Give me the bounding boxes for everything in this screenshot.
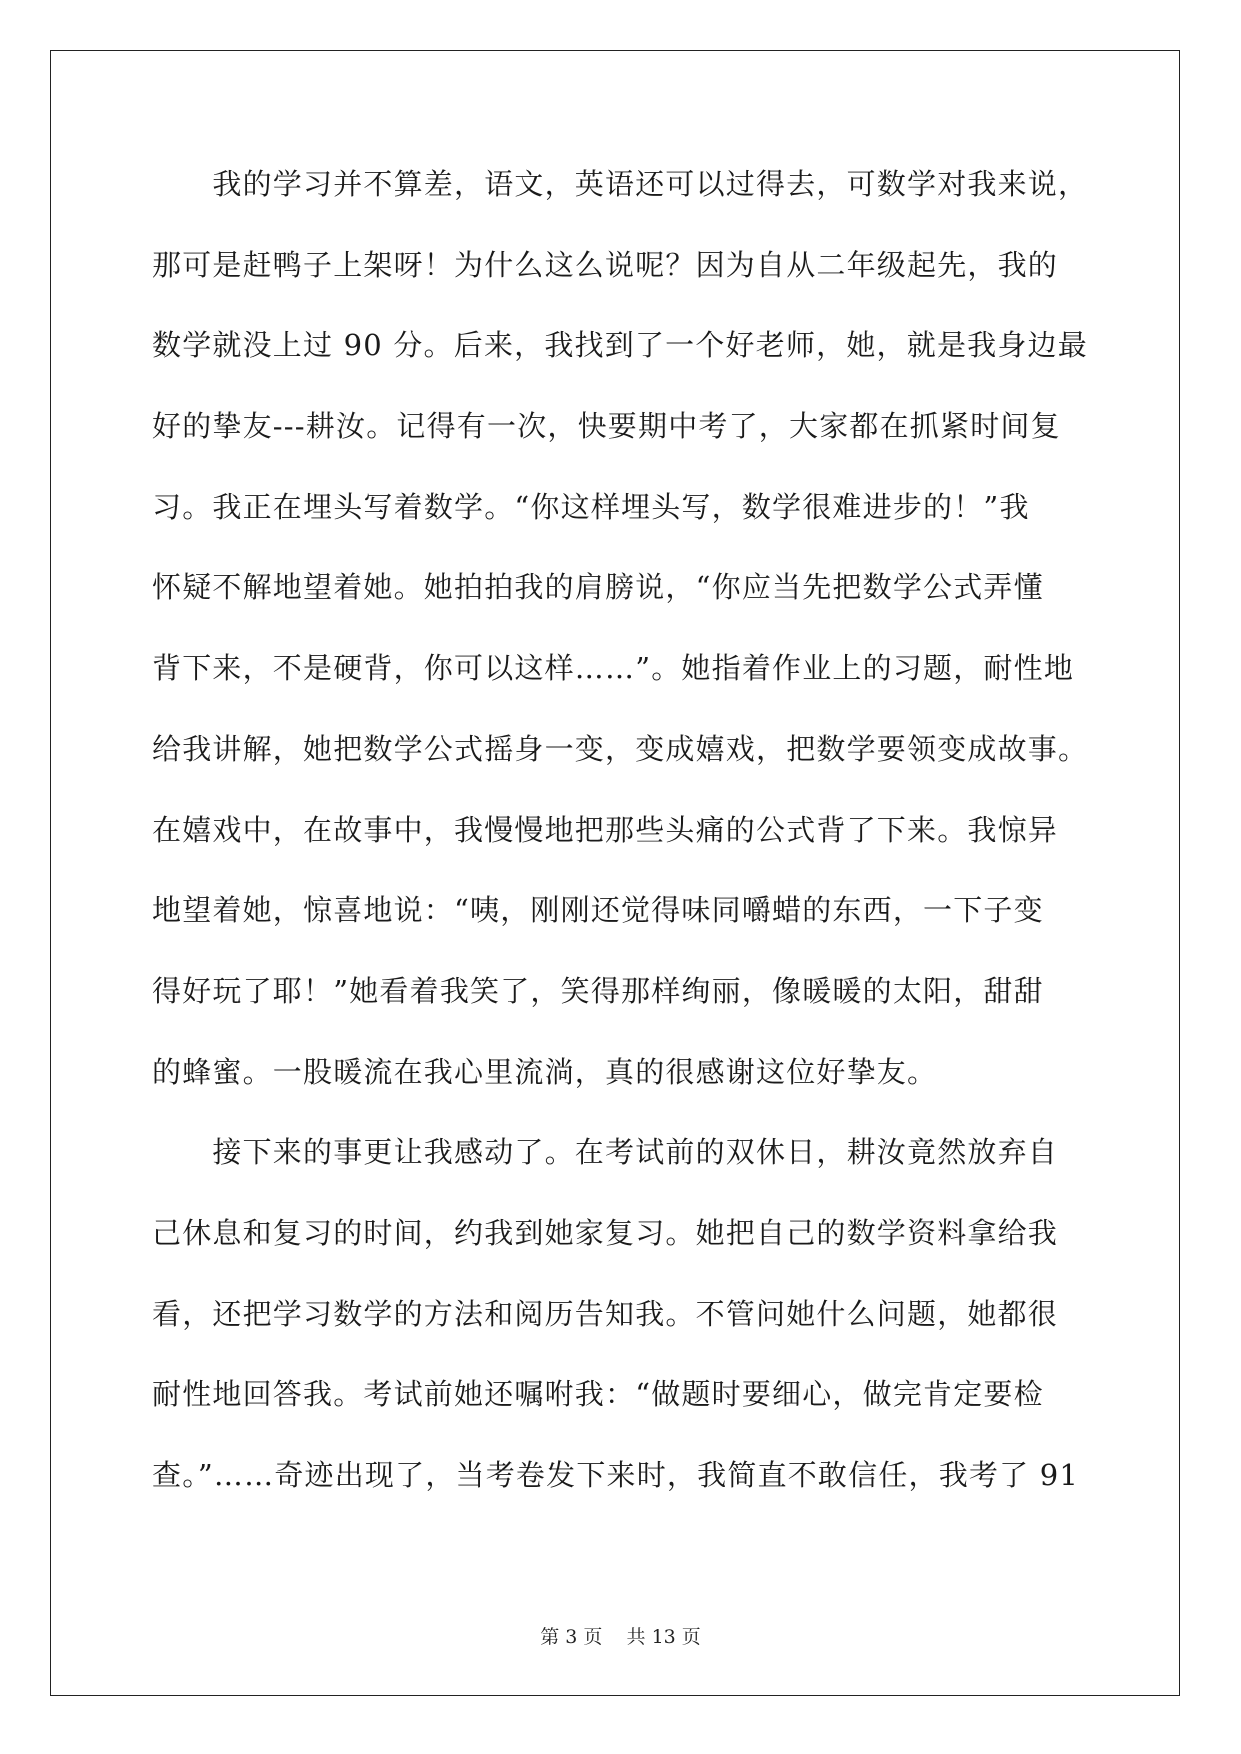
text-line: 看，还把学习数学的方法和阅历告知我。不管问她什么问题，她都很 xyxy=(152,1296,1059,1331)
text-line: 给我讲解，她把数学公式摇身一变，变成嬉戏，把数学要领变成故事。 xyxy=(152,731,1089,766)
text-line: 在嬉戏中，在故事中，我慢慢地把那些头痛的公式背了下来。我惊异 xyxy=(152,812,1059,847)
text-line: 耐性地回答我。考试前她还嘱咐我：“做题时要细心，做完肯定要检 xyxy=(152,1377,1044,1412)
page-number: 第 3 页 共 13 页 xyxy=(540,1626,701,1648)
text-line: 背下来，不是硬背，你可以这样……”。她指着作业上的习题，耐性地 xyxy=(152,651,1075,686)
text-line: 接下来的事更让我感动了。在考试前的双休日，耕汝竟然放弃自 xyxy=(152,1135,1059,1170)
text-line: 己休息和复习的时间，约我到她家复习。她把自己的数学资料拿给我 xyxy=(152,1215,1059,1250)
text-line: 好的挚友---耕汝。记得有一次，快要期中考了，大家都在抓紧时间复 xyxy=(152,409,1061,444)
text-line: 怀疑不解地望着她。她拍拍我的肩膀说，“你应当先把数学公式弄懂 xyxy=(152,570,1044,605)
text-line: 那可是赶鸭子上架呀！为什么这么说呢？因为自从二年级起先，我的 xyxy=(152,247,1059,282)
text-line: 查。”……奇迹出现了，当考卷发下来时，我简直不敢信任，我考了 91 xyxy=(152,1458,1080,1492)
document-body xyxy=(152,158,1089,1530)
text-line: 数学就没上过 90 分。后来，我找到了一个好老师，她，就是我身边最 xyxy=(152,328,1088,363)
text-line: 地望着她，惊喜地说：“咦，刚刚还觉得味同嚼蜡的东西，一下子变 xyxy=(152,893,1044,928)
text-line: 的蜂蜜。一股暖流在我心里流淌，真的很感谢这位好挚友。 xyxy=(152,1054,938,1089)
text-line: 我的学习并不算差，语文，英语还可以过得去，可数学对我来说， xyxy=(152,167,1089,201)
text-line: 得好玩了耶！”她看着我笑了，笑得那样绚丽，像暖暖的太阳，甜甜 xyxy=(152,973,1044,1008)
text-line: 习。我正在埋头写着数学。“你这样埋头写，数学很难进步的！”我 xyxy=(152,489,1030,524)
